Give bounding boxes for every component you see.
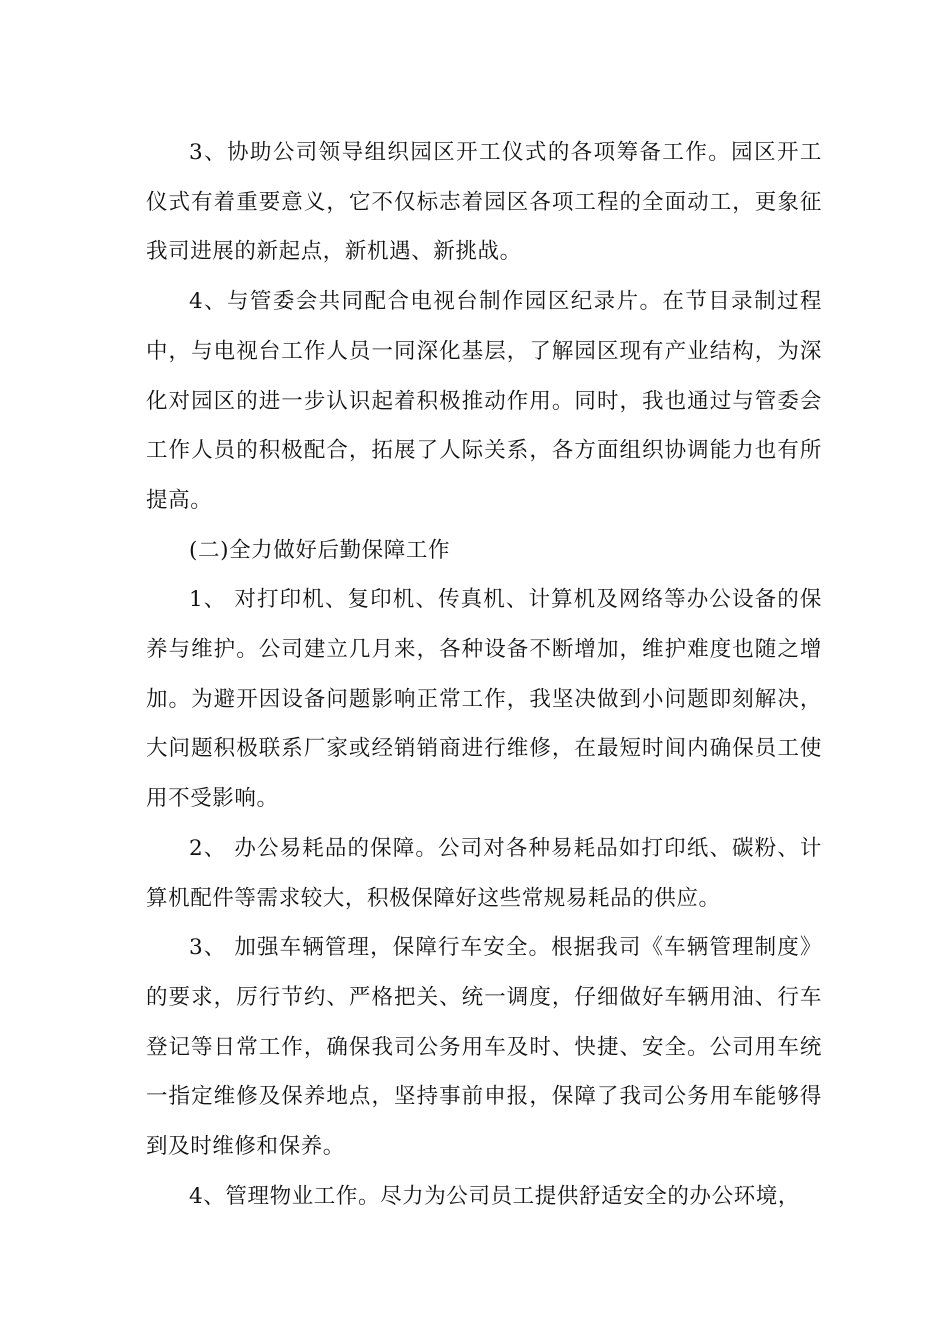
paragraph-item-4-documentary: 4、与管委会共同配合电视台制作园区纪录片。在节目录制过程中，与电视台工作人员一同深化基层，了解园区现有产业结构，为深化对园区的进一步认识起着积极推动作用。同时，我也通过与管委会工作人员的积极配合，拓展了人际关系，各方面组织协调能力也有所提高。 <box>146 289 822 513</box>
paragraph-item-3-opening-ceremony: 3、协助公司领导组织园区开工仪式的各项筹备工作。园区开工仪式有着重要意义，它不仅标志着园区各项工程的全面动工，更象征我司进展的新起点，新机遇、新挑战。 <box>146 140 822 265</box>
section-heading-logistics: (二)全力做好后勤保障工作 <box>189 537 451 563</box>
paragraph-item-3-vehicles: 3、 加强车辆管理，保障行车安全。根据我司《车辆管理制度》的要求，厉行节约、严格把关、统一调度，仔细做好车辆用油、行车登记等日常工作，确保我司公务用车及时、快捷、安全。公司用车统一指定维修及保养地点，坚持事前申报，保障了我司公务用车能够得到及时维修和保养。 <box>146 935 822 1160</box>
paragraph-item-2-consumables: 2、 办公易耗品的保障。公司对各种易耗品如打印纸、碳粉、计算机配件等需求较大，积极保障好这些常规易耗品的供应。 <box>146 835 822 911</box>
document-body <box>146 128 822 1221</box>
paragraph-item-4-property: 4、管理物业工作。尽力为公司员工提供舒适安全的办公环境， <box>189 1183 800 1209</box>
paragraph-item-1-equipment: 1、 对打印机、复印机、传真机、计算机及网络等办公设备的保养与维护。公司建立几月来，各种设备不断增加，维护难度也随之增加。为避开因设备问题影响正常工作，我坚决做到小问题即刻解决，大问题积极联系厂家或经销销商进行维修，在最短时间内确保员工使用不受影响。 <box>146 587 822 812</box>
